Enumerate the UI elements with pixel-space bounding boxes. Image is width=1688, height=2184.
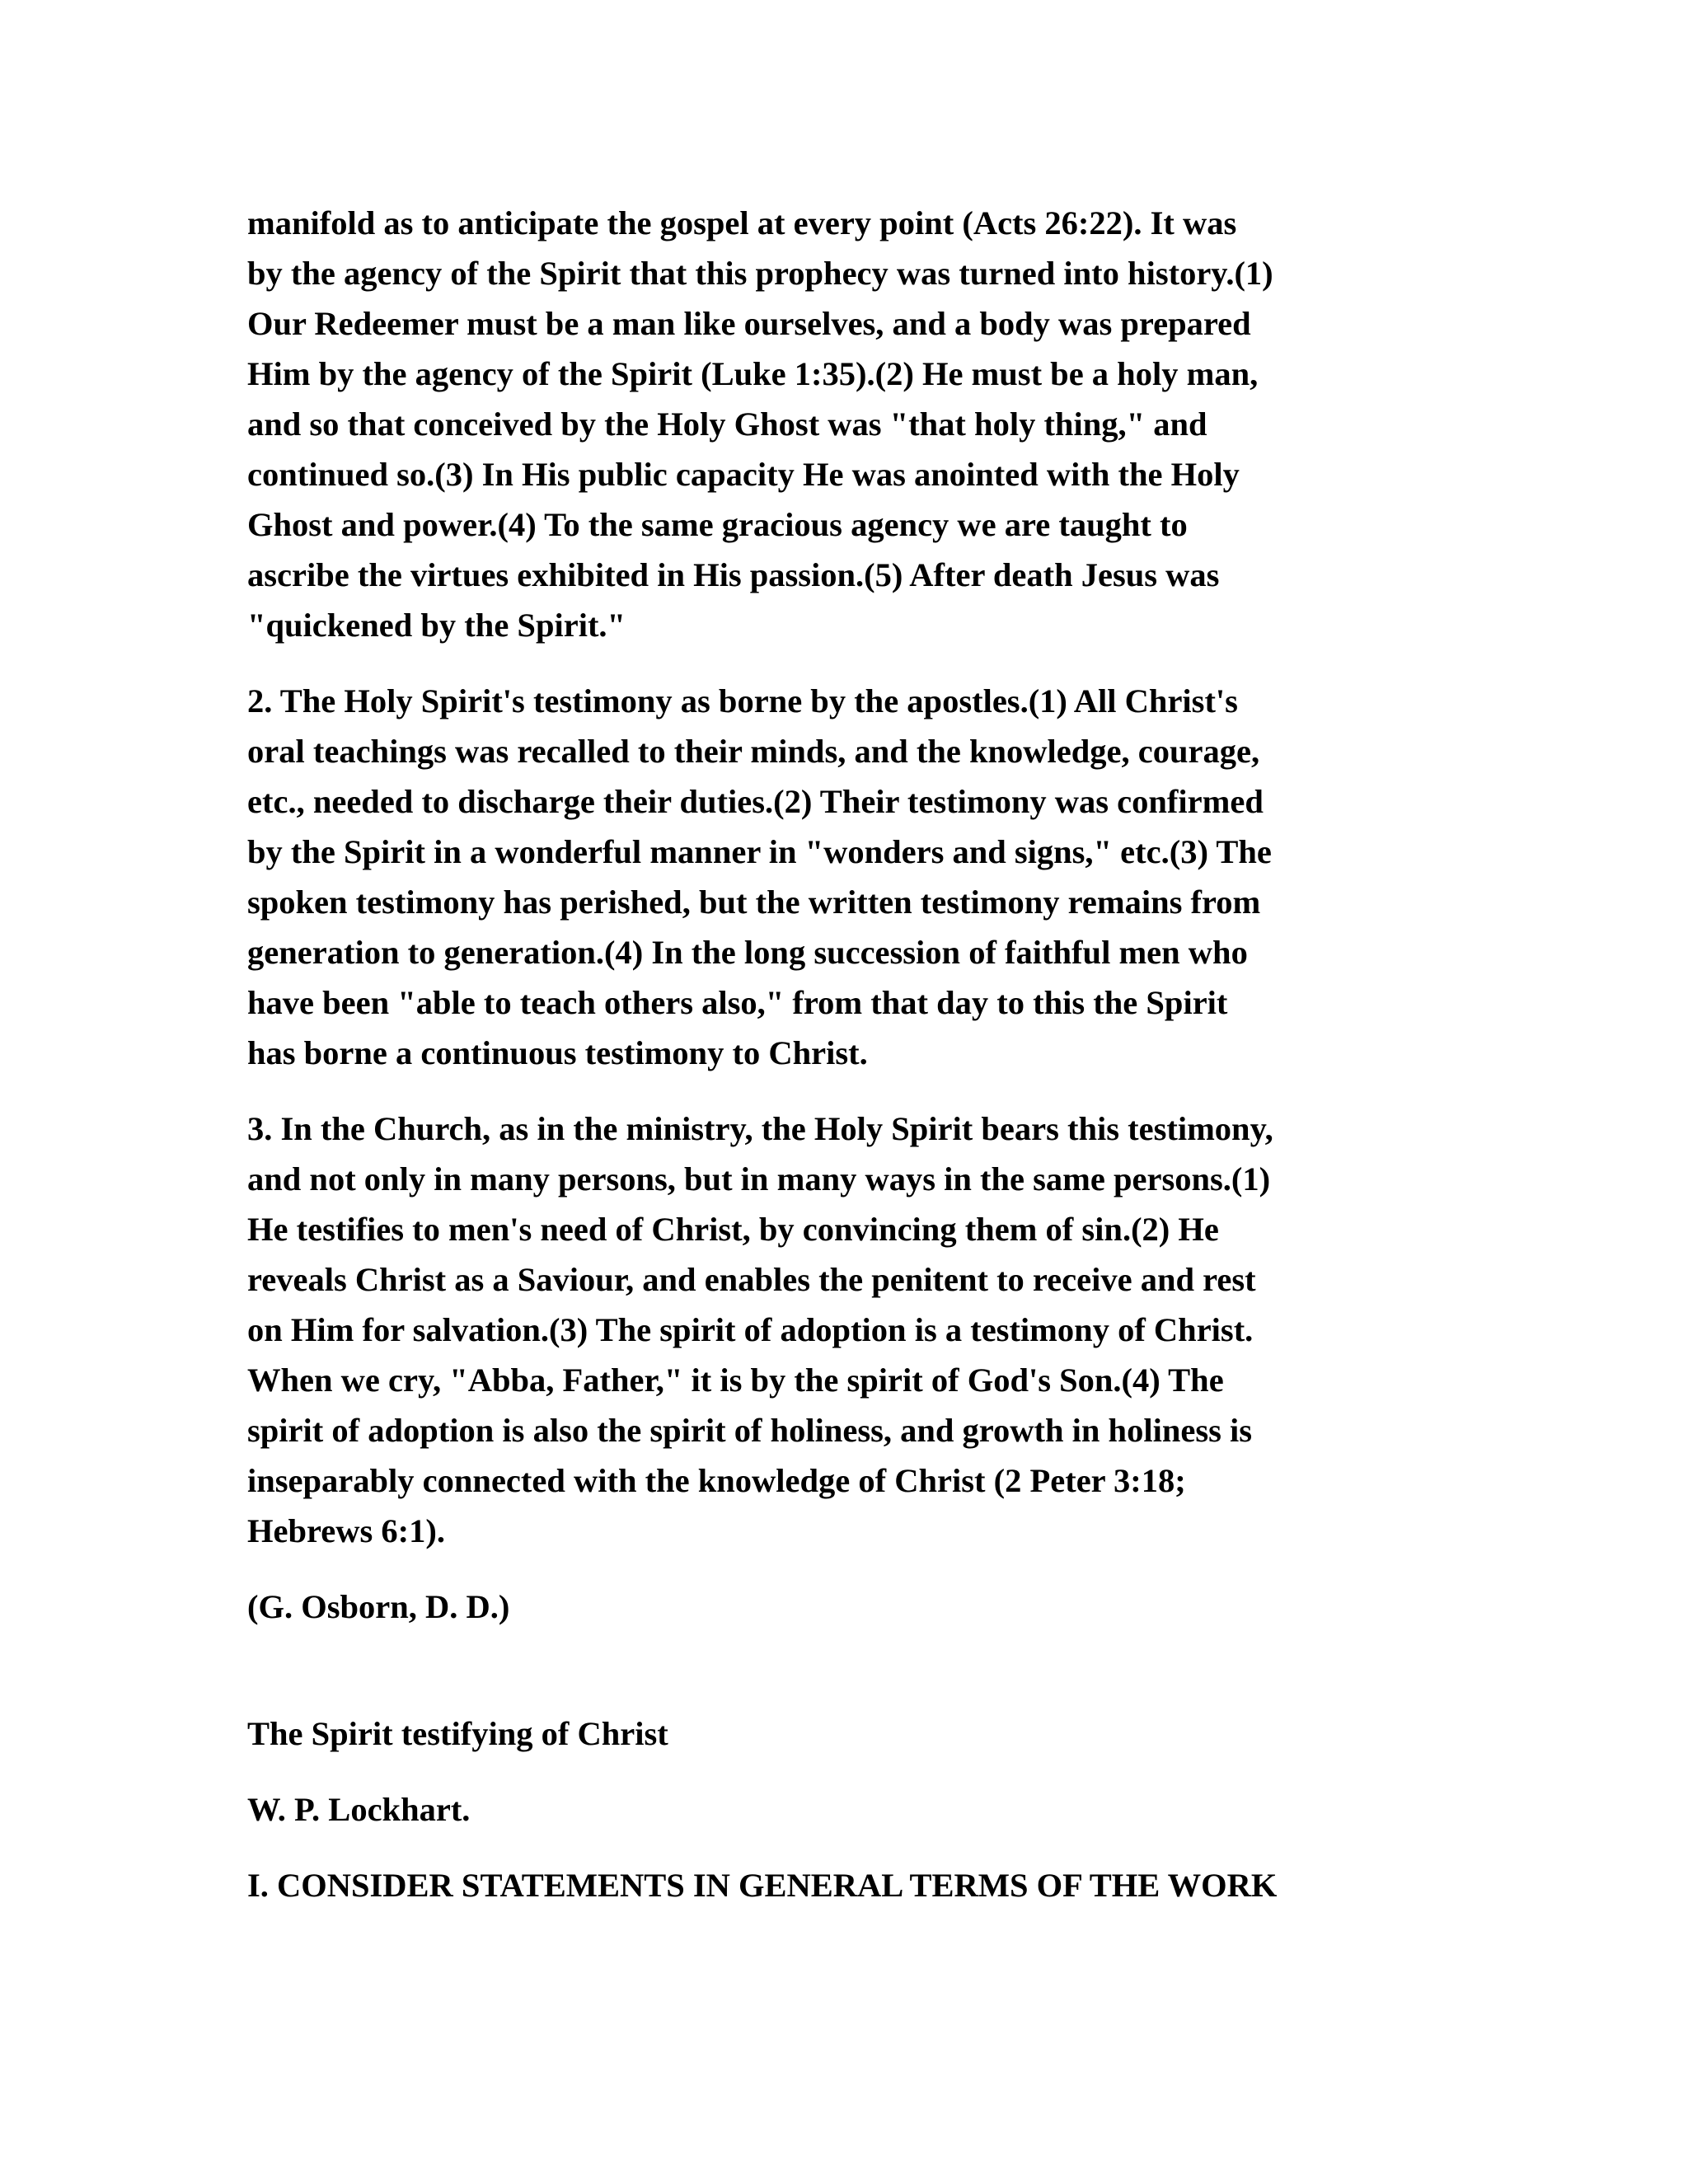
section-title: The Spirit testifying of Christ [247,1715,668,1752]
document-page [247,198,1451,1936]
section-heading: I. CONSIDER STATEMENTS IN GENERAL TERMS OF THE WORK [247,1867,1278,1904]
body-paragraph-apostles: 2. The Holy Spirit's testimony as borne by the apostles.(1) All Christ's oral teachings was recalled to their minds, and the knowledge, courage, etc., needed to discharge their duties.(2) Their testimony was confirmed by the Spirit in a wonderful manner in "wonders and signs," etc.(3) The spoken testimony has perished, but the written testimony remains from generation to generation.(4) In the long succession of faithful men who have been "able to teach others also," from that day to this the Spirit has borne a continuous testimony to Christ. [247,682,1272,1071]
section-author: W. P. Lockhart. [247,1791,471,1828]
body-paragraph-prophecy: manifold as to anticipate the gospel at every point (Acts 26:22). It was by the agency of the Spirit that this prophecy was turned into history.(1) Our Redeemer must be a man like ourselves, and a body was prepared Him by the agency of the Spirit (Luke 1:35).(2) He must be a holy man, and so that conceived by the Holy Ghost was "that holy thing," and continued so.(3) In His public capacity He was anointed with the Holy Ghost and power.(4) To the same gracious agency we are taught to ascribe the virtues exhibited in His passion.(5) After death Jesus was "quickened by the Spirit." [247,204,1273,644]
attribution: (G. Osborn, D. D.) [247,1588,510,1625]
body-paragraph-church: 3. In the Church, as in the ministry, the Holy Spirit bears this testimony, and not only in many persons, but in many ways in the same persons.(1) He testifies to men's need of Christ, by convincing them of sin.(2) He reveals Christ as a Saviour, and enables the penitent to receive and rest on Him for salvation.(3) The spirit of adoption is a testimony of Christ. When we cry, "Abba, Father," it is by the spirit of God's Son.(4) The spirit of adoption is also the spirit of holiness, and growth in holiness is inseparably connected with the knowledge of Christ (2 Peter 3:18; Hebrews 6:1). [247,1110,1273,1549]
